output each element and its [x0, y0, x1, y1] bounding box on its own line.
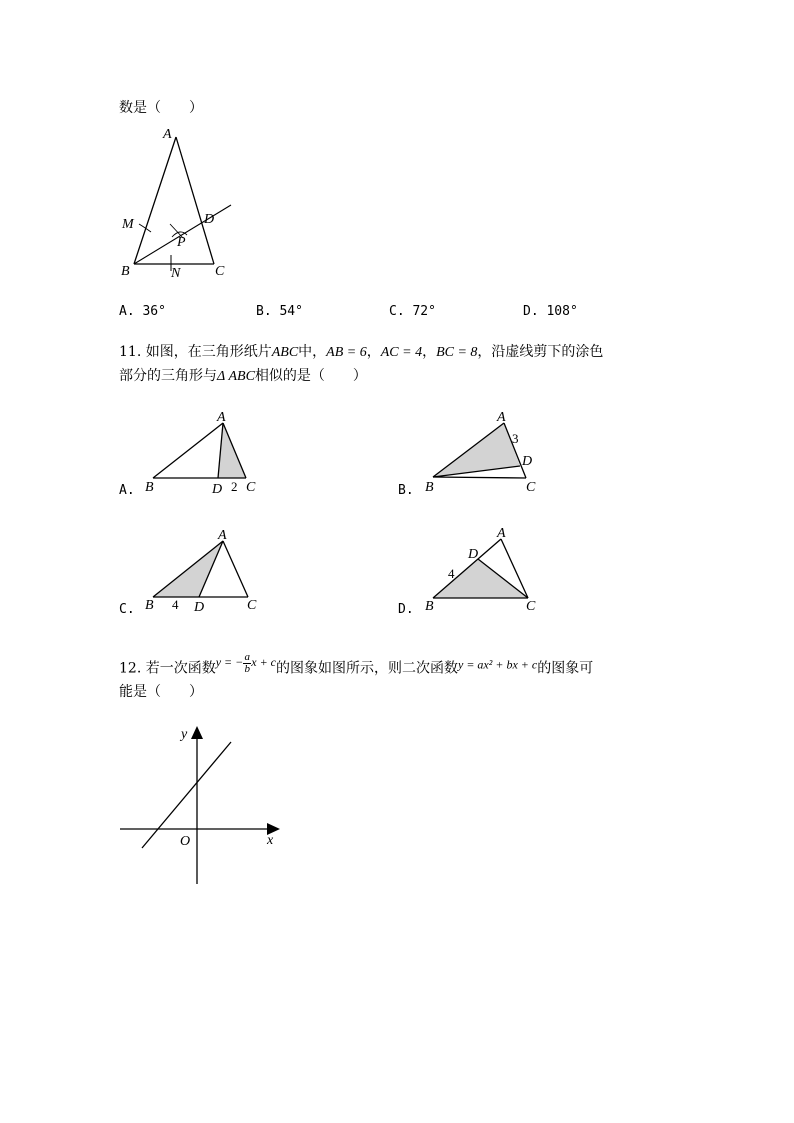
q11-d-label-A: A	[497, 526, 506, 541]
q11-b-label-A: A	[497, 410, 506, 425]
q12-linear-line	[142, 742, 231, 848]
q11-option-c-figure	[140, 522, 270, 614]
q12-line1: 12. 若一次函数y = − $\frac{a}{b}$ x + c的图象如图所示，则二次函数y = ax² + bx + c的图象可	[119, 651, 594, 677]
q10-label-P: P	[177, 235, 186, 250]
q11-option-b-label: B.	[398, 483, 414, 498]
q11-option-a-label: A.	[119, 483, 135, 498]
q10-label-N: N	[171, 266, 181, 281]
q10-label-B: B	[121, 264, 130, 279]
q10-label-C: C	[215, 264, 225, 279]
q11-line1: 11. 如图，在三角形纸片ABC中，AB = 6，AC = 4，BC = 8，沿虚线剪下的涂色	[119, 344, 604, 360]
q11-c-label-B: B	[145, 598, 154, 613]
q11-b-label-D: D	[522, 454, 533, 469]
q11-option-c-label: C.	[119, 602, 135, 617]
q10-choice-b: B. 54°	[256, 304, 303, 319]
q12-origin-label: O	[180, 834, 191, 849]
q11-d-label-B: B	[425, 599, 434, 614]
q11-option-d-label: D.	[398, 602, 414, 617]
q11-d-label-D: D	[468, 547, 479, 562]
q11-option-d-figure	[420, 522, 550, 614]
q10-label-A: A	[163, 127, 172, 142]
q10-stem-tail: 数是（ ）	[119, 100, 203, 116]
q11-option-a-figure	[140, 405, 270, 495]
q11-a-side-label: 2	[231, 479, 238, 494]
q10-figure	[110, 120, 240, 285]
q10-choice-a: A. 36°	[119, 304, 166, 319]
q10-label-M: M	[122, 217, 134, 232]
q12-line2: 能是（ ）	[119, 684, 203, 700]
q11-d-label-C: C	[526, 599, 536, 614]
q11-c-side-label: 4	[172, 597, 179, 612]
q10-choice-d: D. 108°	[523, 304, 578, 319]
q10-choice-c: C. 72°	[389, 304, 436, 319]
q12-graph	[110, 718, 290, 888]
q12-quadratic-formula: y = ax² + bx + c	[458, 657, 538, 672]
q11-a-label-D: D	[212, 482, 223, 495]
q11-option-b-figure	[420, 405, 550, 495]
q11-a-label-B: B	[145, 480, 154, 495]
q11-c-label-A: A	[218, 528, 227, 543]
q11-a-label-C: C	[246, 480, 256, 495]
q10-label-D: D	[204, 212, 215, 227]
q11-d-side-label: 4	[448, 566, 455, 581]
q11-line2: 部分的三角形与Δ ABC相似的是（ ）	[119, 368, 367, 384]
q11-a-label-A: A	[217, 410, 226, 425]
q11-c-label-C: C	[247, 598, 257, 613]
q11-b-label-C: C	[526, 480, 536, 495]
q12-axis-x-label: x	[267, 833, 274, 848]
q11-b-label-B: B	[425, 480, 434, 495]
q12-axis-y-label: y	[181, 727, 188, 742]
q12-linear-formula: y = − $\frac{a}{b}$ x + c	[215, 651, 276, 675]
q11-b-side-label: 3	[512, 431, 519, 446]
q11-c-label-D: D	[194, 600, 205, 614]
